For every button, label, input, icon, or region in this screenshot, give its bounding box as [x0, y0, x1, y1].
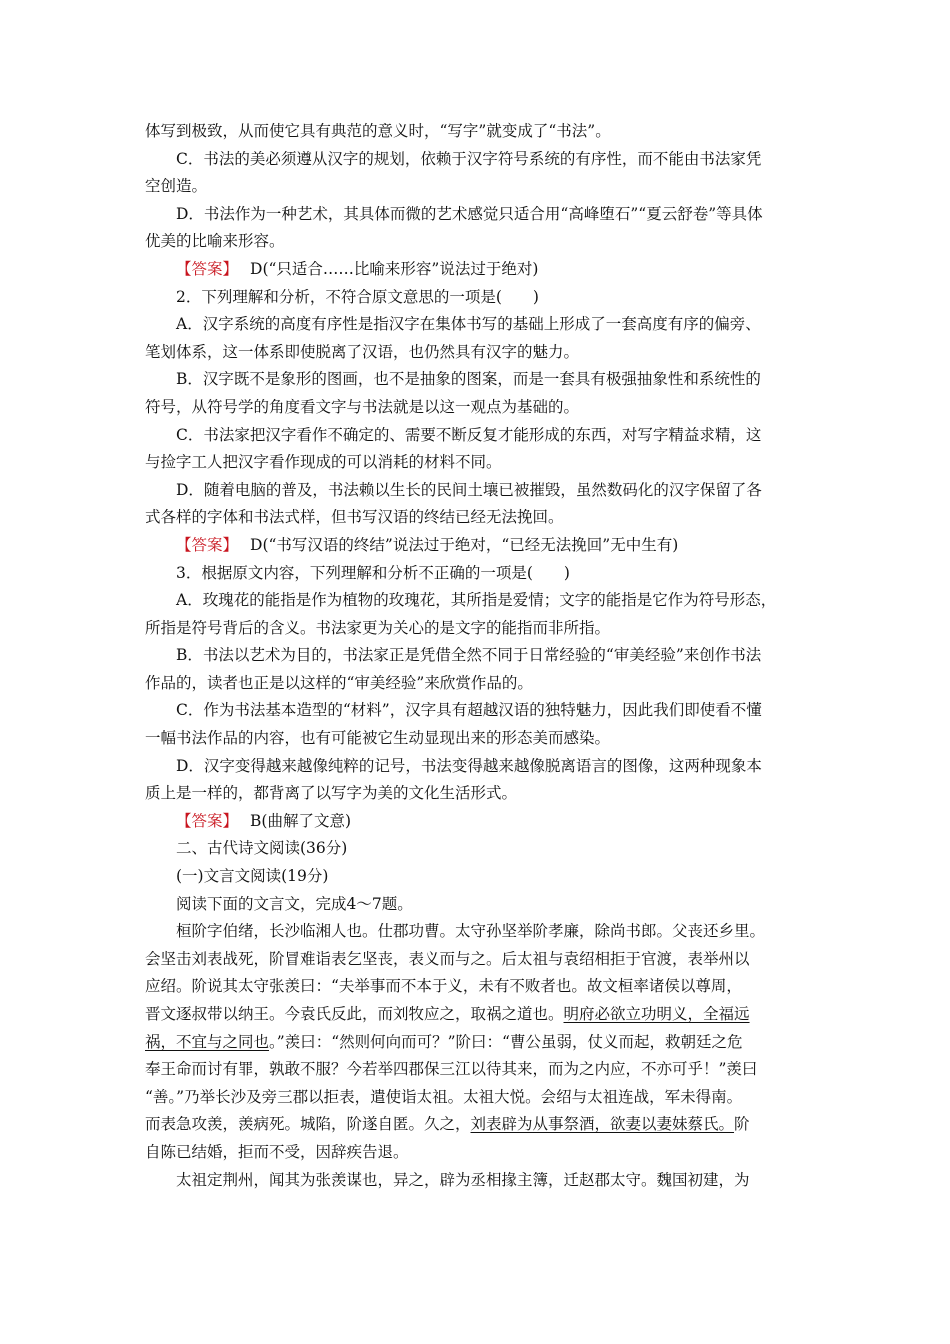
passage-line: 应绍。阶说其太守张羡曰：“夫举事而不本于义，未有不败者也。故文桓率诸侯以尊周，	[145, 977, 742, 996]
option-a: A．汉字系统的高度有序性是指汉字在集体书写的基础上形成了一套高度有序的偏旁、	[176, 315, 761, 334]
option-b: B．汉字既不是象形的图画，也不是抽象的图案，而是一套具有极强抽象性和系统性的	[176, 370, 761, 389]
text-line: 符号，从符号学的角度看文字与书法就是以这一观点为基础的。	[145, 397, 580, 416]
text-line: 一幅书法作品的内容，也有可能被它生动显现出来的形态美而感染。	[145, 729, 611, 748]
answer-line	[145, 532, 813, 560]
answer-tag: 【答案】	[176, 535, 239, 554]
option-a: A．玫瑰花的能指是作为植物的玫瑰花，其所指是爱情；文字的能指是它作为符号形态，	[176, 591, 777, 610]
passage-line	[145, 1111, 813, 1139]
question-3: 3．根据原文内容，下列理解和分析不正确的一项是( )	[176, 563, 570, 582]
subsection-heading: (一)文言文阅读(19分)	[176, 867, 329, 886]
answer-tag: 【答案】	[176, 259, 239, 278]
option-c: C．书法家把汉字看作不确定的、需要不断反复才能形成的东西，对写字精益求精，这	[176, 425, 762, 444]
passage-line	[145, 1001, 813, 1029]
question-2: 2．下列理解和分析，不符合原文意思的一项是( )	[176, 287, 539, 306]
passage-text: 阶	[734, 1115, 750, 1134]
answer-tag: 【答案】	[176, 811, 239, 830]
passage-line: 桓阶字伯绪，长沙临湘人也。仕郡功曹。太守孙坚举阶孝廉，除尚书郎。父丧还乡里。	[176, 922, 766, 941]
answer-line	[145, 256, 813, 284]
text-line: 式各样的字体和书法式样，但书写汉语的终结已经无法挽回。	[145, 508, 564, 527]
option-d: D．书法作为一种艺术，其具体而微的艺术感觉只适合用“高峰堕石”“夏云舒卷”等具体	[176, 204, 763, 223]
text-line: 笔划体系，这一体系即使脱离了汉语，也仍然具有汉字的魅力。	[145, 342, 580, 361]
text-line: 优美的比喻来形容。	[145, 232, 285, 251]
underlined-sentence: 刘表辟为从事祭酒，欲妻以妻妹蔡氏。	[470, 1115, 735, 1134]
option-d: D．汉字变得越来越像纯粹的记号，书法变得越来越像脱离语言的图像，这两种现象本	[176, 756, 762, 775]
text-line: 质上是一样的，都背离了以写字为美的文化生活形式。	[145, 784, 518, 803]
passage-line: 自陈已结婚，拒而不受，因辞疾告退。	[145, 1142, 409, 1161]
text-line: 所指是符号背后的含义。书法家更为关心的是文字的能指而非所指。	[145, 618, 611, 637]
answer-text: D(“只适合……比喻来形容”说法过于绝对)	[250, 259, 539, 278]
answer-line	[145, 808, 813, 836]
option-c: C．书法的美必须遵从汉字的规划，依赖于汉字符号系统的有序性，而不能由书法家凭	[176, 149, 762, 168]
passage-text: 。”羡曰：“然则何向而可？”阶曰：“曹公虽弱，仗义而起，救朝廷之危	[269, 1032, 743, 1051]
passage-line: “善。”乃举长沙及旁三郡以拒表，遣使诣太祖。太祖大悦。会绍与太祖连战，军未得南。	[145, 1087, 743, 1106]
text-line: 作品的，读者也正是以这样的“审美经验”来欣赏作品的。	[145, 673, 533, 692]
answer-text: D(“书写汉语的终结”说法过于绝对，“已经无法挽回”无中生有)	[250, 535, 679, 554]
document-page	[145, 118, 813, 1194]
option-c: C．作为书法基本造型的“材料”，汉字具有超越汉语的独特魅力，因此我们即使看不懂	[176, 701, 762, 720]
text-line: 体写到极致，从而使它具有典范的意义时，“写字”就变成了“书法”。	[145, 122, 611, 140]
answer-text: B(曲解了文意)	[250, 811, 352, 830]
passage-line: 太祖定荆州，闻其为张羡谋也，异之，辟为丞相掾主簿，迁赵郡太守。魏国初建，为	[176, 1170, 750, 1189]
passage-text: 而表急攻羡，羡病死。城陷，阶遂自匿。久之，	[145, 1115, 471, 1134]
instruction: 阅读下面的文言文，完成4～7题。	[176, 894, 413, 913]
text-line: 与捡字工人把汉字看作现成的可以消耗的材料不同。	[145, 453, 502, 472]
option-b: B．书法以艺术为目的，书法家正是凭借全然不同于日常经验的“审美经验”来创作书法	[176, 646, 762, 665]
underlined-sentence: 祸，不宜与之同也	[145, 1032, 270, 1051]
passage-text: 晋文逐叔带以纳王。今袁氏反此，而刘牧应之，取祸之道也。	[145, 1005, 564, 1023]
section-heading: 二、古代诗文阅读(36分)	[176, 839, 348, 858]
passage-line	[145, 1029, 813, 1057]
option-d: D．随着电脑的普及，书法赖以生长的民间土壤已被摧毁，虽然数码化的汉字保留了各	[176, 480, 762, 499]
text-line: 空创造。	[145, 177, 208, 196]
underlined-sentence: 明府必欲立功明义，全福远	[563, 1005, 750, 1023]
passage-line: 奉王命而讨有罪，孰敢不服？今若举四郡保三江以待其来，而为之内应，不亦可乎！”羡曰	[145, 1060, 758, 1079]
passage-line: 会坚击刘表战死，阶冒难诣表乞坚丧，表义而与之。后太祖与袁绍相拒于官渡，表举州以	[145, 949, 750, 968]
